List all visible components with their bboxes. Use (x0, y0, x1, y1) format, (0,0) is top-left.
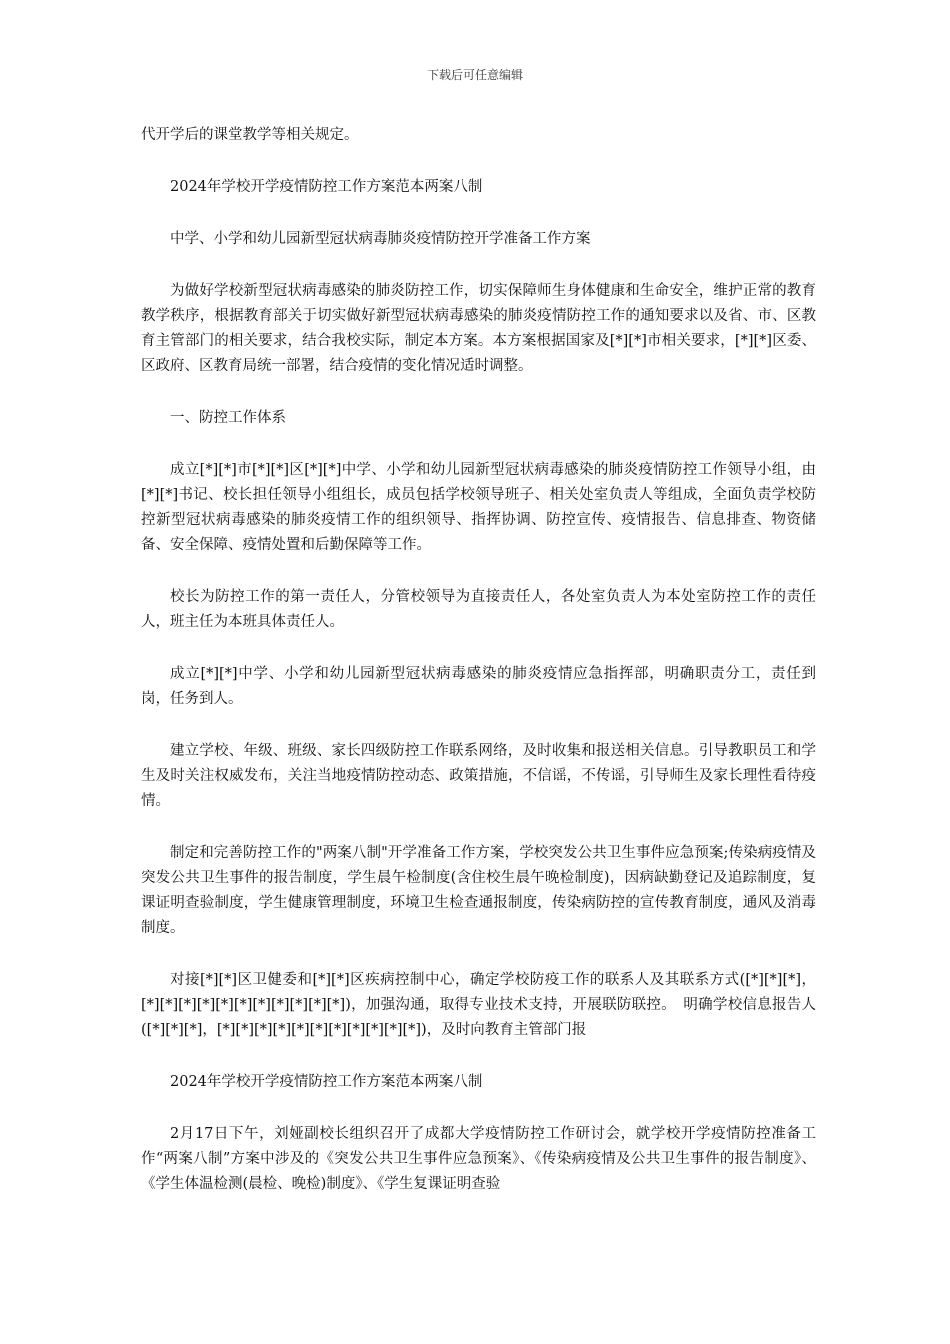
paragraph-continuation: 代开学后的课堂教学等相关规定。 (141, 127, 359, 143)
paragraph-intro: 为做好学校新型冠状病毒感染的肺炎防控工作，切实保障师生身体健康和生命安全，维护正常的教育教学秩序，根据教育部关于切实做好新型冠状病毒感染的肺炎疫情防控工作的通知要求以及省、市、区教育主管部门的相关要求，结合我校实际，制定本方案。本方案根据国家及[*][*]市相关要求，[*][*]区委、区政府、区教育局统一部署，结合疫情的变化情况适时调整。 (141, 283, 816, 374)
paragraph-systems: 制定和完善防控工作的"两案八制"开学准备工作方案，学校突发公共卫生事件应急预案;传染病疫情及突发公共卫生事件的报告制度，学生晨午检制度(含住校生晨午晚检制度)，因病缺勤登记及追踪制度，复课证明查验制度，学生健康管理制度，环境卫生检查通报制度，传染病防控的宣传教育制度，通风及消毒制度。 (141, 845, 816, 936)
plan-title: 中学、小学和幼儿园新型冠状病毒肺炎疫情防控开学准备工作方案 (170, 231, 591, 247)
section-heading: 一、防控工作体系 (170, 410, 286, 426)
paragraph-liaison: 对接[*][*]区卫健委和[*][*]区疾病控制中心，确定学校防疫工作的联系人及其联系方式([*][*][*]，[*][*][*][*][*][*][*][*][*][*][*])，加强沟通，取得专业技术支持，开展联防联控。 明确学校信息报告人([*][*][*]，[*][*][*][*][*][*][*][*][*][*][*])，及时向教育主管部门报 (141, 972, 816, 1038)
section-title-repeat: 2024年学校开学疫情防控工作方案范本两案八制 (170, 1074, 483, 1090)
paragraph-command: 成立[*][*]中学、小学和幼儿园新型冠状病毒感染的肺炎疫情应急指挥部，明确职责分工，责任到岗，任务到人。 (141, 666, 816, 707)
section-title: 2024年学校开学疫情防控工作方案范本两案八制 (170, 179, 483, 195)
paragraph-network: 建立学校、年级、班级、家长四级防控工作联系网络，及时收集和报送相关信息。引导教职员工和学生及时关注权威发布，关注当地疫情防控动态、政策措施，不信谣，不传谣，引导师生及家长理性看待疫情。 (141, 743, 816, 809)
page-header: 下载后可任意编辑 (426, 68, 523, 82)
document-body (141, 123, 816, 1224)
paragraph-meeting: 2月17日下午，刘娅副校长组织召开了成都大学疫情防控工作研讨会，就学校开学疫情防控准备工作“两案八制”方案中涉及的《突发公共卫生事件应急预案》、《传染病疫情及公共卫生事件的报告制度》、《学生体温检测(晨检、晚检)制度》、《学生复课证明查验 (141, 1126, 816, 1192)
paragraph-responsibility: 校长为防控工作的第一责任人，分管校领导为直接责任人，各处室负责人为本处室防控工作的责任人，班主任为本班具体责任人。 (141, 589, 816, 630)
paragraph-leadership: 成立[*][*]市[*][*]区[*][*]中学、小学和幼儿园新型冠状病毒感染的肺炎疫情防控工作领导小组，由[*][*]书记、校长担任领导小组组长，成员包括学校领导班子、相关处室负责人等组成，全面负责学校防控新型冠状病毒感染的肺炎疫情工作的组织领导、指挥协调、防控宣传、疫情报告、信息排查、物资储备、安全保障、疫情处置和后勤保障等工作。 (141, 462, 816, 553)
